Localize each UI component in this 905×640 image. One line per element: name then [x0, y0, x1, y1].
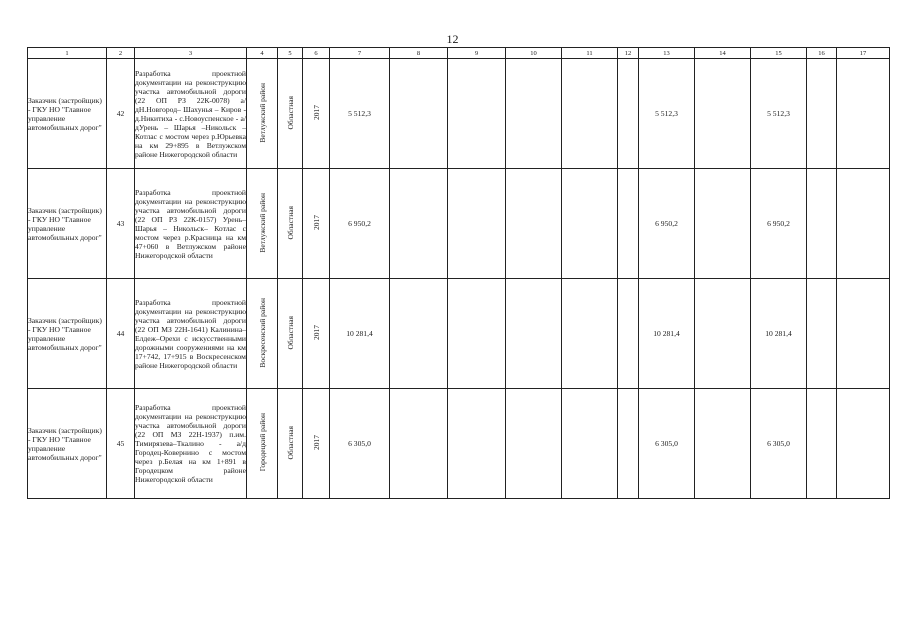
table-row: [28, 389, 890, 499]
value-col-13: 6 305,0: [639, 389, 695, 499]
column-number: 17: [837, 48, 890, 59]
customer-cell: Заказчик (застройщик) - ГКУ НО "Главное управление автомобильных дорог": [28, 389, 107, 499]
value-col-15: 6 950,2: [751, 169, 807, 279]
ownership-level: Областная: [285, 95, 295, 130]
table-row: [28, 279, 890, 389]
column-number: 1: [28, 48, 107, 59]
column-number: 9: [448, 48, 506, 59]
column-number: 2: [107, 48, 135, 59]
customer-cell: Заказчик (застройщик) - ГКУ НО "Главное управление автомобильных дорог": [28, 59, 107, 169]
district-name: Городецкий район: [257, 413, 267, 472]
value-col-13: 6 950,2: [639, 169, 695, 279]
value-col-7: 10 281,4: [330, 279, 390, 389]
year: 2017: [311, 325, 321, 340]
column-number: 15: [751, 48, 807, 59]
column-number: 6: [303, 48, 330, 59]
column-number: 4: [247, 48, 278, 59]
year: 2017: [311, 435, 321, 450]
column-number-row: [28, 48, 890, 59]
value-col-15: 10 281,4: [751, 279, 807, 389]
table-row: [28, 169, 890, 279]
value-col-7: 6 950,2: [330, 169, 390, 279]
page-number: 12: [446, 32, 459, 46]
customer-cell: Заказчик (застройщик) - ГКУ НО "Главное управление автомобильных дорог": [28, 169, 107, 279]
district-name: Ветлужский район: [257, 192, 267, 253]
ownership-level: Областная: [285, 205, 295, 240]
project-description: Разработка проектной документации на реконструкцию участка автомобильной дороги (22 ОП МЗ 22Н-1937) п.им. Тимирязева–Ткалино - а/д Городец-Ковернино с мостом через р.Белая на км 1+891 в Городецком районе Нижегородской области: [135, 389, 247, 499]
column-number: 14: [695, 48, 751, 59]
value-col-15: 6 305,0: [751, 389, 807, 499]
investment-table: [27, 47, 890, 499]
value-col-13: 10 281,4: [639, 279, 695, 389]
column-number: 13: [639, 48, 695, 59]
row-number: 43: [107, 169, 135, 279]
ownership-level: Областная: [285, 315, 295, 350]
column-number: 10: [506, 48, 562, 59]
project-description: Разработка проектной документации на реконструкцию участка автомобильной дороги (22 ОП РЗ 22К-0078) а/дН.Новгород– Шахунья – Киров - д.Никитиха - с.Новоуспенское - а/дУрень – Шарья –Никольск – Котлас с мостом через р.Юрьевка на км 29+895 в Ветлужском районе Нижегородской области: [135, 59, 247, 169]
column-number: 7: [330, 48, 390, 59]
row-number: 42: [107, 59, 135, 169]
ownership-level: Областная: [285, 425, 295, 460]
project-description: Разработка проектной документации на реконструкцию участка автомобильной дороги (22 ОП РЗ 22К-0157) Урень– Шарья – Никольск– Котлас с мостом через р.Красница на км 47+060 в Ветлужском районе Нижегородской области: [135, 169, 247, 279]
column-number: 8: [390, 48, 448, 59]
column-number: 5: [278, 48, 303, 59]
district-name: Ветлужский район: [257, 82, 267, 143]
year: 2017: [311, 105, 321, 120]
project-description: Разработка проектной документации на реконструкцию участка автомобильной дороги (22 ОП МЗ 22Н-1641) Калинина–Елдеж–Орехи с искусственными дорожными сооружениями на км 17+742, 17+915 в Воскресенском районе Нижегородской области: [135, 279, 247, 389]
value-col-15: 5 512,3: [751, 59, 807, 169]
column-number: 3: [135, 48, 247, 59]
customer-cell: Заказчик (застройщик) - ГКУ НО "Главное управление автомобильных дорог": [28, 279, 107, 389]
table-row: [28, 59, 890, 169]
value-col-13: 5 512,3: [639, 59, 695, 169]
district-name: Воскресенский район: [257, 297, 267, 368]
year: 2017: [311, 215, 321, 230]
value-col-7: 6 305,0: [330, 389, 390, 499]
row-number: 45: [107, 389, 135, 499]
column-number: 11: [562, 48, 618, 59]
column-number: 12: [618, 48, 639, 59]
row-number: 44: [107, 279, 135, 389]
column-number: 16: [807, 48, 837, 59]
value-col-7: 5 512,3: [330, 59, 390, 169]
